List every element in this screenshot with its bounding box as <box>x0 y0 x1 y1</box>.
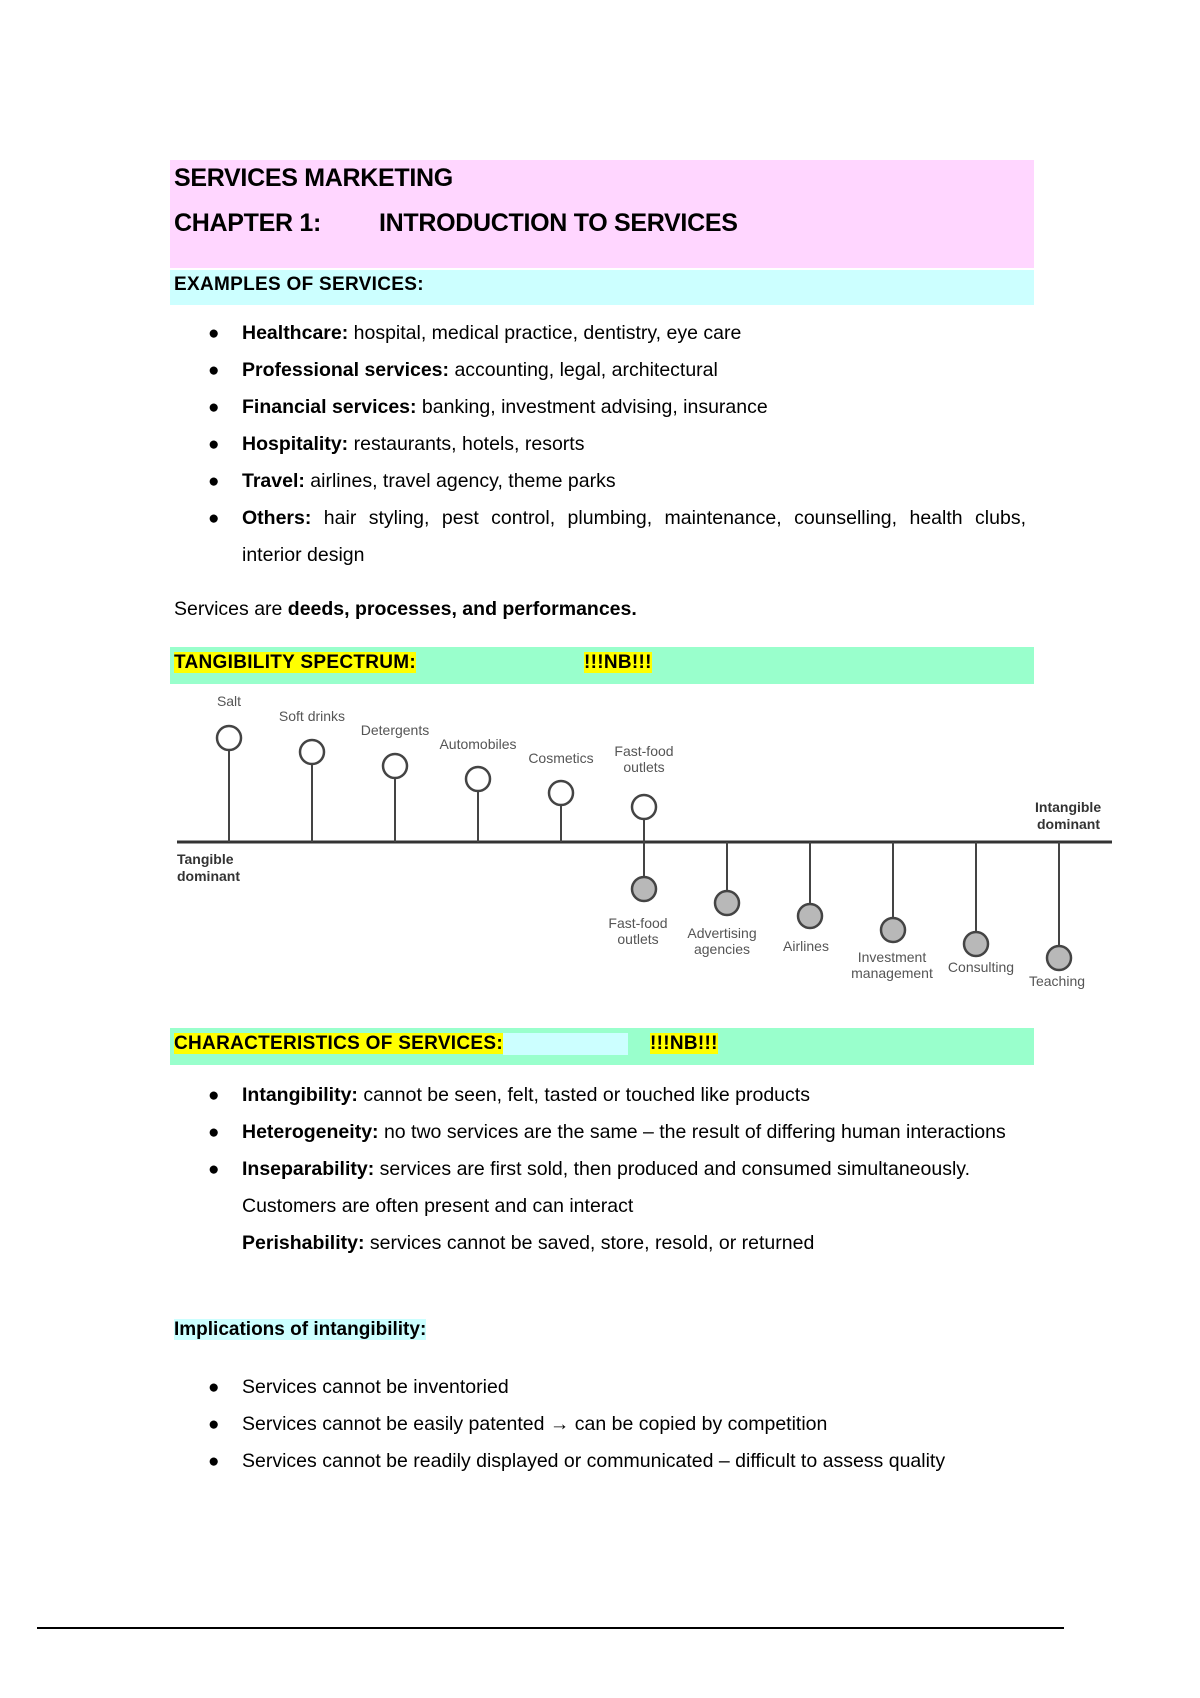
item-text: accounting, legal, architectural <box>449 359 718 381</box>
item-term: Others: <box>242 507 312 529</box>
top-item-label: Salt <box>216 693 242 709</box>
list-item: ● Travel: airlines, travel agency, theme parks <box>208 470 616 492</box>
item-text: airlines, travel agency, theme parks <box>304 470 616 492</box>
item-term: Intangibility: <box>242 1084 358 1106</box>
tangible-marker <box>300 740 324 764</box>
list-item: ● Heterogeneity: no two services are the same – the result of differing human interactions <box>208 1121 1006 1143</box>
characteristics-nb <box>650 1033 718 1055</box>
item-term: Travel: <box>242 470 305 492</box>
implications-heading-text: Implications of intangibility: <box>174 1319 427 1340</box>
item-text: banking, investment advising, insurance <box>416 396 768 418</box>
item-text: Services cannot be readily displayed or communicated – difficult to assess quality <box>242 1450 946 1472</box>
list-item: ● Hospitality: restaurants, hotels, resorts <box>208 433 585 455</box>
tangible-marker <box>549 781 573 805</box>
services-statement <box>174 598 637 621</box>
tangibility-heading-text: TANGIBILITY SPECTRUM: <box>174 652 417 673</box>
bottom-item-label: Advertising <box>687 925 757 941</box>
top-item-label: Cosmetics <box>528 750 594 766</box>
tangibility-spectrum-diagram <box>0 690 1200 1010</box>
list-item <box>174 1225 1026 1262</box>
statement-prefix: Services are <box>174 598 288 620</box>
list-item: ● Professional services: accounting, legal, architectural <box>208 359 718 381</box>
list-item: ● Services cannot be readily displayed or communicated – difficult to assess quality <box>208 1450 946 1472</box>
item-term: Perishability: <box>242 1232 365 1254</box>
item-text: hospital, medical practice, dentistry, eye care <box>348 322 742 344</box>
tangible-marker <box>632 795 656 819</box>
top-item-label: Fast-food <box>614 743 674 759</box>
item-text: restaurants, hotels, resorts <box>348 433 585 455</box>
item-text: hair styling, pest control, plumbing, maintenance, counselling, health clubs, interior design <box>242 507 1026 566</box>
characteristics-nb-text: !!!NB!!! <box>650 1033 718 1054</box>
document-title: SERVICES MARKETING <box>174 164 453 192</box>
top-item-label: Automobiles <box>439 736 517 752</box>
item-text: services are first sold, then produced and consumed simultaneously. Customers are often present and can interact <box>242 1158 970 1217</box>
intangible-marker <box>1047 946 1071 970</box>
list-item: ● Services cannot be easily patented → can be copied by competition <box>208 1413 828 1435</box>
characteristics-heading-text: CHARACTERISTICS OF SERVICES: <box>174 1033 503 1054</box>
intangible-marker <box>964 932 988 956</box>
intangible-dominant-label-1: Intangible <box>1035 799 1102 815</box>
list-item: ● Financial services: banking, investment advising, insurance <box>208 396 768 418</box>
item-text: Services cannot be inventoried <box>242 1376 509 1398</box>
characteristics-heading <box>174 1033 628 1055</box>
top-item-label: Soft drinks <box>278 708 346 724</box>
statement-bold: deeds, processes, and performances. <box>287 598 637 620</box>
list-item: ● Services cannot be inventoried <box>208 1376 509 1398</box>
intangible-marker <box>715 891 739 915</box>
intangible-marker <box>881 918 905 942</box>
tangibility-nb-text: !!!NB!!! <box>584 652 652 673</box>
characteristics-list <box>174 1077 1026 1262</box>
chapter-title: INTRODUCTION TO SERVICES <box>379 209 738 237</box>
tangible-marker <box>217 726 241 750</box>
tangible-dominant-label-2: dominant <box>177 868 240 884</box>
implications-heading <box>174 1319 426 1341</box>
intangible-marker <box>798 904 822 928</box>
item-text: no two services are the same – the result of differing human interactions <box>378 1121 1006 1143</box>
bottom-item-label: management <box>851 965 933 981</box>
item-term: Inseparability: <box>242 1158 375 1180</box>
item-term: Hospitality: <box>242 433 349 455</box>
intangible-dominant-label-2: dominant <box>1037 816 1100 832</box>
top-item-label: outlets <box>623 759 665 775</box>
list-item: ● Inseparability: services are first sold, then produced and consumed simultaneously. Customers are often present and can interact <box>208 1158 970 1217</box>
bottom-item-label: Fast-food <box>608 915 668 931</box>
tangibility-nb <box>584 652 652 674</box>
tangible-dominant-label-1: Tangible <box>177 851 234 867</box>
tangibility-heading <box>174 652 416 674</box>
item-text: cannot be seen, felt, tasted or touched like products <box>357 1084 810 1106</box>
tangible-marker <box>466 767 490 791</box>
bottom-item-label: Teaching <box>1028 973 1086 989</box>
tangible-marker <box>383 754 407 778</box>
list-item: ● Intangibility: cannot be seen, felt, tasted or touched like products <box>208 1084 810 1106</box>
item-term: Financial services: <box>242 396 417 418</box>
top-item-label: Detergents <box>360 722 430 738</box>
bottom-item-label: outlets <box>617 931 659 947</box>
bottom-item-label: Airlines <box>783 938 829 954</box>
examples-heading: EXAMPLES OF SERVICES: <box>174 274 424 295</box>
item-term: Professional services: <box>242 359 450 381</box>
item-text: services cannot be saved, store, resold, or returned <box>364 1232 815 1254</box>
intangible-marker <box>632 877 656 901</box>
bottom-item-label: Consulting <box>947 959 1015 975</box>
item-term: Heterogeneity: <box>242 1121 379 1143</box>
item-text: Services cannot be easily patented → can be copied by competition <box>242 1413 828 1435</box>
footer-rule <box>37 1627 1064 1629</box>
item-term: Healthcare: <box>242 322 349 344</box>
examples-list <box>174 315 1026 574</box>
list-item: ● Healthcare: hospital, medical practice, dentistry, eye care <box>208 322 742 344</box>
chapter-label: CHAPTER 1: <box>174 209 322 237</box>
bottom-item-label: Investment <box>857 949 927 965</box>
implications-list <box>174 1369 1026 1480</box>
list-item: ● Others: hair styling, pest control, plumbing, maintenance, counselling, health clubs, interior design <box>208 507 1026 566</box>
bottom-item-label: agencies <box>693 941 751 957</box>
